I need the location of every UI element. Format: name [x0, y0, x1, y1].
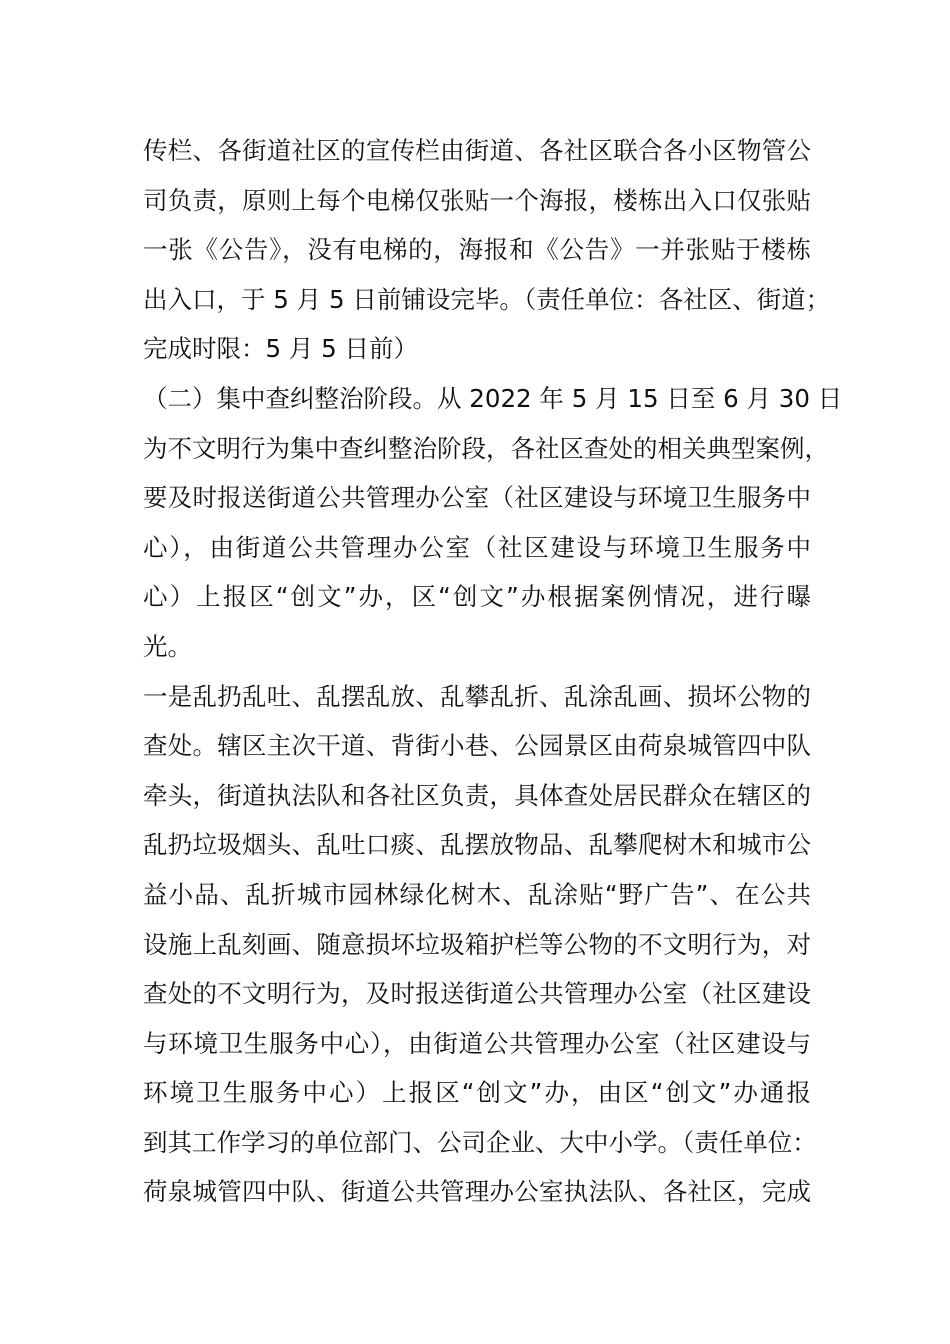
text-line: （二）集中查纠整治阶段。从 2022 年 5 月 15 日至 6 月 30 日 [143, 383, 843, 413]
text-line: 环境卫生服务中心）上报区“创文”办，由区“创文”办通报 [143, 1078, 811, 1108]
text-line: 要及时报送街道公共管理办公室（社区建设与环境卫生服务中 [143, 483, 811, 513]
text-line: 光。 [143, 631, 192, 661]
text-line: 到其工作学习的单位部门、公司企业、大中小学。（责任单位： [143, 1127, 817, 1157]
text-line: 益小品、乱折城市园林绿化树木、乱涂贴“野广告”、在公共 [143, 879, 811, 909]
text-line: 传栏、各街道社区的宣传栏由街道、各社区联合各小区物管公 [143, 136, 811, 165]
text-line: 心）上报区“创文”办，区“创文”办根据案例情况，进行曝 [143, 582, 811, 612]
text-line: 乱扔垃圾烟头、乱吐口痰、乱摆放物品、乱攀爬树木和城市公 [143, 830, 811, 860]
text-line: 牵头，街道执法队和各社区负责，具体查处居民群众在辖区的 [143, 780, 811, 810]
text-line: 查处。辖区主次干道、背街小巷、公园景区由荷泉城管四中队 [143, 731, 811, 761]
text-line: 荷泉城管四中队、街道公共管理办公室执法队、各社区，完成 [143, 1177, 811, 1207]
text-line: 设施上乱刻画、随意损坏垃圾箱护栏等公物的不文明行为，对 [143, 929, 811, 959]
text-line: 心），由街道公共管理办公室（社区建设与环境卫生服务中 [143, 532, 811, 562]
text-line: 为不文明行为集中查纠整治阶段，各社区查处的相关典型案例， [143, 433, 829, 463]
text-line: 一张《公告》，没有电梯的，海报和《公告》一并张贴于楼栋 [143, 235, 811, 265]
text-line: 与环境卫生服务中心），由街道公共管理办公室（社区建设与 [143, 1028, 811, 1058]
text-line: 出入口，于 5 月 5 日前铺设完毕。（责任单位：各社区、街道； [143, 284, 831, 314]
document-body [143, 126, 843, 1217]
text-line: 完成时限：5 月 5 日前） [143, 334, 419, 364]
text-line: 查处的不文明行为，及时报送街道公共管理办公室（社区建设 [143, 979, 811, 1009]
text-line: 司负责，原则上每个电梯仅张贴一个海报，楼栋出入口仅张贴 [143, 185, 811, 215]
text-line: 一是乱扔乱吐、乱摆乱放、乱攀乱折、乱涂乱画、损坏公物的 [143, 681, 811, 711]
